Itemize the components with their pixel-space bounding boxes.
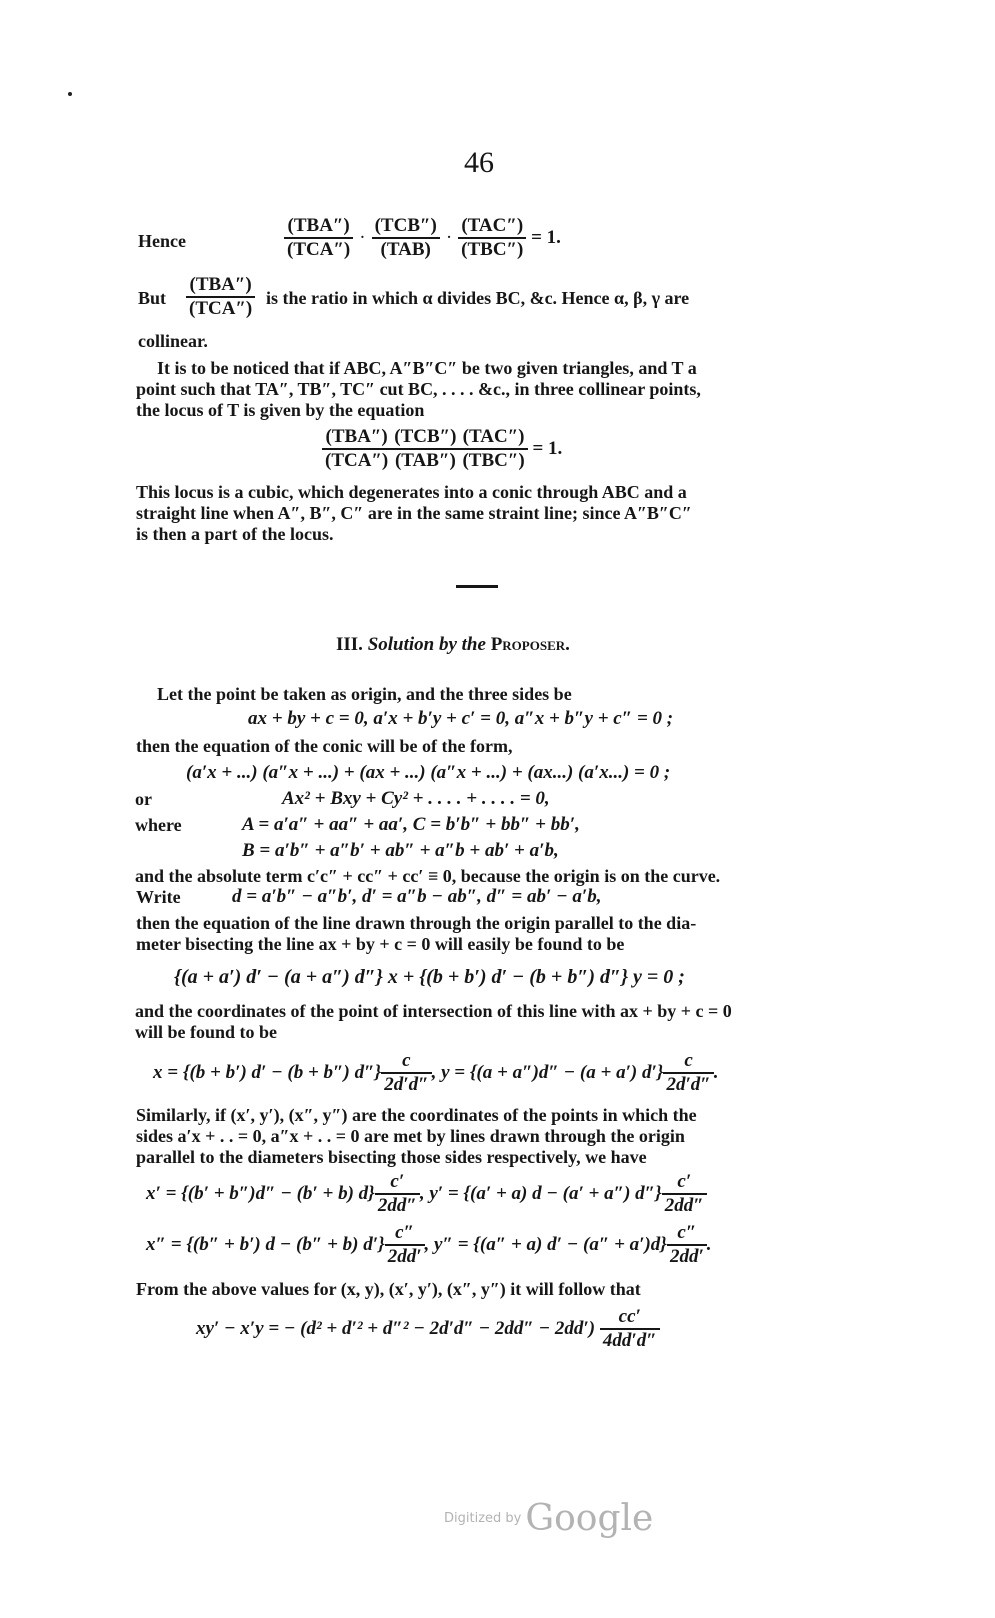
absolute-term-line: and the absolute term c′c″ + cc″ + cc′ ≡ 0, because the origin is on the curve.: [135, 866, 721, 886]
hence-fraction-2: $\frac{\text{(TCB″)}}{\text{(TAB)}}$: [372, 215, 440, 261]
notice-line-1: It is to be noticed that if ABC, A″B″C″ be two given triangles, and T a: [157, 358, 697, 378]
but-label: But: [138, 288, 167, 308]
digitized-by-google-watermark: Digitized by Google: [444, 1498, 654, 1539]
equation-xdouble-ydouble: x″ = {(b″ + b′) d − (b″ + b) d′} $\frac{c''}{2dd'}$ , y″ = {(a″ + a) d′ − (a″ + a′)d} $\frac{c''}{2dd'}$ .: [146, 1222, 712, 1267]
where-label: where: [135, 815, 182, 835]
or-label: or: [135, 789, 152, 809]
equation-general: Ax² + Bxy + Cy² + . . . . + . . . . = 0,: [282, 788, 550, 809]
hence-fraction-1: $\frac{\text{(TBA″)}}{\text{(TCA″)}}$: [284, 215, 353, 261]
but-fraction: $\frac{\text{(TBA″)}}{\text{(TCA″)}}$: [186, 274, 255, 320]
coord-para-1: and the coordinates of the point of intersection of this line with ax + by + c = 0: [135, 1001, 732, 1021]
locus-equation: $\frac{\text{(TBA″)}}{\text{(TCA″)}}$ $\frac{\text{(TCB″)}}{\text{(TAB″)}}$ $\frac{\text{(TAC″)}}{\text{(TBC″)}}$ = 1.: [322, 426, 562, 472]
hence-label: Hence: [138, 231, 186, 251]
google-logo: Google: [525, 1498, 654, 1539]
equation-A-C: A = a′a″ + aa″ + aa′, C = b′b″ + bb″ + bb′,: [242, 814, 580, 835]
similarly-line-1: Similarly, if (x′, y′), (x″, y″) are the coordinates of the points in which the: [136, 1105, 697, 1125]
hence-equals: = 1.: [531, 227, 561, 248]
hence-equation: $\frac{\text{(TBA″)}}{\text{(TCA″)}}$ · $\frac{\text{(TCB″)}}{\text{(TAB)}}$ · $\frac{\text{(TAC″)}}{\text{(TBC″)}}$ = 1.: [284, 215, 561, 261]
coord-para-2: will be found to be: [135, 1022, 278, 1042]
conic-intro: then the equation of the conic will be of the form,: [136, 736, 513, 756]
but-continuation: collinear.: [138, 331, 208, 351]
section-divider: [456, 585, 498, 588]
section-heading: III. Solution by the Proposer.: [336, 634, 570, 655]
hence-fraction-3: $\frac{\text{(TAC″)}}{\text{(TBC″)}}$: [458, 215, 526, 261]
cubic-line-3: is then a part of the locus.: [136, 524, 334, 544]
cubic-line-2: straight line when A″, B″, C″ are in the same straint line; since A″B″C″: [136, 503, 692, 523]
equation-line: {(a + a′) d′ − (a + a″) d″} x + {(b + b′) d′ − (b + b″) d″} y = 0 ;: [174, 966, 685, 988]
similarly-line-2: sides a′x + . . = 0, a″x + . . = 0 are met by lines drawn through the origin: [136, 1126, 685, 1146]
equation-xprime-yprime: x′ = {(b′ + b″)d″ − (b′ + b) d} $\frac{c'}{2dd''}$ , y′ = {(a′ + a) d − (a′ + a″) d″} $\frac{c'}{2dd''}$: [146, 1171, 707, 1217]
notice-line-2: point such that TA″, TB″, TC″ cut BC, . . . . &c., in three collinear points,: [136, 379, 701, 399]
equation-conic-form: (a′x + ...) (a″x + ...) + (ax + ...) (a″x + ...) + (ax...) (a′x...) = 0 ;: [186, 762, 671, 783]
page-number: 46: [464, 146, 494, 179]
line-para-1: then the equation of the line drawn through the origin parallel to the dia-: [136, 913, 697, 933]
but-text: is the ratio in which α divides BC, &c. Hence α, β, γ are: [266, 288, 690, 308]
equation-x-y: x = {(b + b′) d′ − (b + b″) d″} $\frac{c}{2d'd''}$ , y = {(a + a″)d″ − (a + a′) d′} $\frac{c}{2d'd''}$ .: [153, 1050, 719, 1095]
stray-mark: [68, 92, 72, 96]
equation-B: B = a′b″ + a″b′ + ab″ + a″b + ab′ + a′b,: [242, 840, 559, 861]
equation-sides: ax + by + c = 0, a′x + b′y + c′ = 0, a″x + b″y + c″ = 0 ;: [248, 708, 674, 729]
write-label: Write: [136, 887, 181, 907]
similarly-line-3: parallel to the diameters bisecting those sides respectively, we have: [136, 1147, 647, 1167]
equation-final: xy′ − x′y = − (d² + d′² + d″² − 2d′d″ − 2dd″ − 2dd′) $\frac{cc'}{4dd'd''}$: [196, 1306, 660, 1352]
cubic-line-1: This locus is a cubic, which degenerates into a conic through ABC and a: [136, 482, 687, 502]
solution-intro: Let the point be taken as origin, and the three sides be: [157, 684, 572, 704]
equation-write: d = a′b″ − a″b′, d′ = a″b − ab″, d″ = ab′ − a′b,: [232, 886, 602, 907]
follow-line: From the above values for (x, y), (x′, y′), (x″, y″) it will follow that: [136, 1279, 641, 1299]
line-para-2: meter bisecting the line ax + by + c = 0 will easily be found to be: [136, 934, 625, 954]
notice-line-3: the locus of T is given by the equation: [136, 400, 425, 420]
